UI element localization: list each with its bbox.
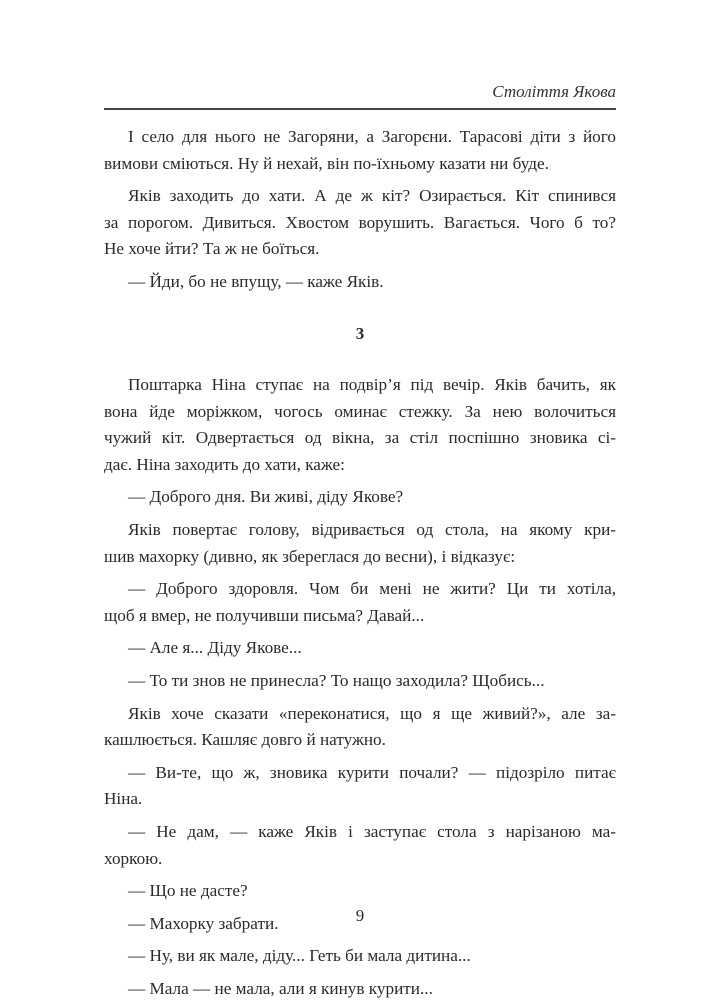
text-line: Поштарка Ніна ступає на подвір’я під вечір. Яків бачить, як bbox=[128, 375, 616, 394]
paragraph bbox=[104, 878, 616, 905]
paragraph bbox=[104, 124, 616, 177]
paragraph bbox=[104, 819, 616, 872]
text-line: — Доброго здоровля. Чом би мені не жити? Ци ти хотіла, bbox=[128, 579, 616, 599]
text-line: чужий кіт. Одвертається од вікна, за стіл поспішно зновика сі- bbox=[104, 428, 616, 448]
text-line: — Ну, ви як мале, діду... Геть би мала дитина... bbox=[128, 946, 471, 966]
text-line: Яків повертає голову, відривається од стола, на якому кри- bbox=[128, 519, 616, 539]
paragraph bbox=[104, 269, 616, 296]
text-line: за порогом. Дивиться. Хвостом ворушить. Вагається. Чого б то? bbox=[104, 212, 616, 232]
text-line: — Не дам, — каже Яків і заступає стола з нарізаною ма- bbox=[128, 821, 616, 841]
running-title: Століття Якова bbox=[492, 82, 616, 101]
text-line: шив махорку (дивно, як збереглася до весни), і відказує: bbox=[104, 546, 516, 566]
text-line: — Мала — не мала, али я кинув курити... bbox=[128, 978, 433, 998]
paragraph bbox=[104, 701, 616, 754]
paragraph bbox=[104, 372, 616, 478]
text-line: Не хоче йти? Та ж не боїться. bbox=[104, 239, 320, 259]
paragraph bbox=[104, 635, 616, 662]
paragraph bbox=[104, 183, 616, 263]
header-rule bbox=[104, 108, 616, 110]
paragraph bbox=[104, 484, 616, 511]
paragraph bbox=[104, 668, 616, 695]
text-section-1 bbox=[104, 124, 616, 296]
text-line: щоб я вмер, не получивши письма? Давай... bbox=[104, 605, 425, 625]
paragraph bbox=[104, 576, 616, 629]
text-line: — Доброго дня. Ви живі, діду Якове? bbox=[128, 487, 404, 507]
text-line: Ніна. bbox=[104, 789, 143, 809]
text-line: вимови сміються. Ну й нехай, він по-їхньому казати ни буде. bbox=[104, 153, 549, 173]
paragraph bbox=[104, 943, 616, 970]
text-line: — То ти знов не принесла? То нащо заходила? Щобись... bbox=[128, 670, 545, 690]
paragraph bbox=[104, 976, 616, 1002]
chapter-number: 3 bbox=[355, 324, 365, 343]
page-number: 9 bbox=[355, 906, 365, 925]
text-line: кашлюється. Кашляє довго й натужно. bbox=[104, 730, 386, 750]
text-line: Яків хоче сказати «переконатися, що я ще живий?», але за- bbox=[128, 703, 616, 723]
paragraph bbox=[104, 760, 616, 813]
text-line: вона йде моріжком, чогось оминає стежку. За нею волочиться bbox=[104, 401, 616, 421]
text-line: І село для нього не Загоряни, а Загорєни. Тарасові діти з його bbox=[128, 127, 616, 146]
text-line: Яків заходить до хати. А де ж кіт? Озирається. Кіт спинився bbox=[128, 186, 616, 206]
text-line: — Ви-те, що ж, зновика курити почали? — підозріло питає bbox=[128, 762, 616, 782]
text-line: дає. Ніна заходить до хати, каже: bbox=[104, 454, 345, 474]
paragraph bbox=[104, 517, 616, 570]
text-line: хоркою. bbox=[104, 848, 163, 868]
text-line: — Але я... Діду Якове... bbox=[128, 638, 302, 658]
text-line: — Махорку забрати. bbox=[128, 913, 279, 933]
text-line: — Йди, бо не впущу, — каже Яків. bbox=[128, 271, 384, 291]
text-line: — Що не дасте? bbox=[128, 881, 248, 901]
